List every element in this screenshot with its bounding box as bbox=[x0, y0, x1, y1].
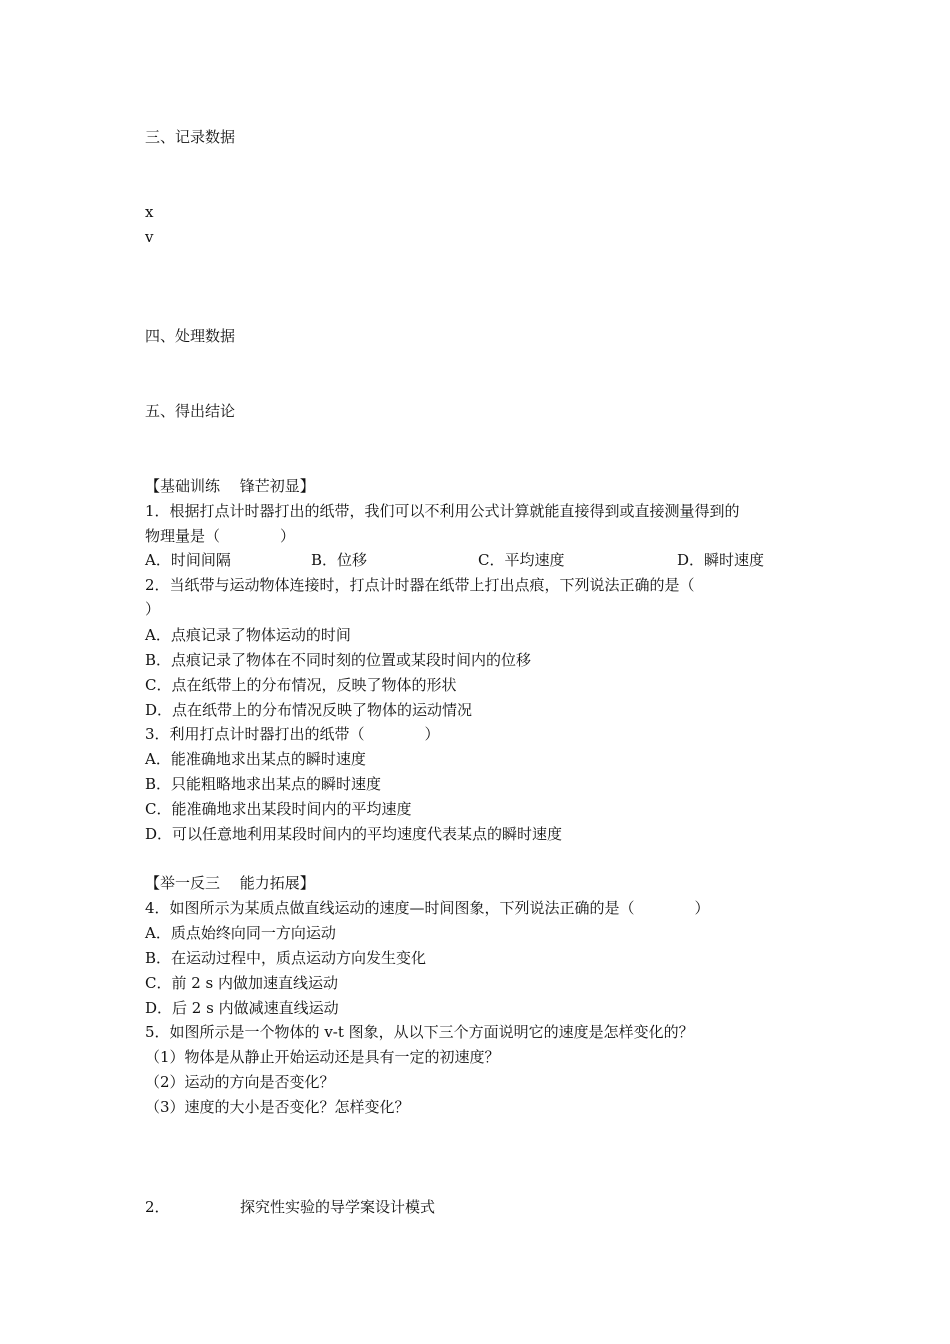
question-4-option-a: A．质点始终向同一方向运动 bbox=[145, 924, 336, 942]
question-3-line-1: 3．利用打点计时器打出的纸带（ ） bbox=[145, 725, 440, 743]
question-2-option-b: B．点痕记录了物体在不同时刻的位置或某段时间内的位移 bbox=[145, 651, 532, 669]
question-1-option-d: D．瞬时速度 bbox=[677, 551, 765, 569]
question-5-line-1: 5．如图所示是一个物体的 v-t 图象，从以下三个方面说明它的速度是怎样变化的？ bbox=[145, 1023, 694, 1041]
extension-heading: 【举一反三 能力拓展】 bbox=[145, 874, 315, 892]
footer-section-number: 2． bbox=[145, 1198, 170, 1216]
section-process-data: 四、处理数据 bbox=[145, 327, 236, 345]
question-5-part-1: （1）物体是从静止开始运动还是具有一定的初速度？ bbox=[145, 1048, 500, 1066]
question-4-option-b: B．在运动过程中，质点运动方向发生变化 bbox=[145, 949, 427, 967]
section-conclusion: 五、得出结论 bbox=[145, 402, 236, 420]
variable-v-label: v bbox=[145, 228, 154, 246]
question-4-line-1: 4．如图所示为某质点做直线运动的速度—时间图象，下列说法正确的是（ ） bbox=[145, 899, 710, 917]
question-1-line-1: 1．根据打点计时器打出的纸带，我们可以不利用公式计算就能直接得到或直接测量得到的 bbox=[145, 502, 740, 520]
variable-x-label: x bbox=[145, 203, 154, 221]
question-4-option-d: D．后 2 s 内做减速直线运动 bbox=[145, 999, 339, 1017]
question-3-option-c: C．能准确地求出某段时间内的平均速度 bbox=[145, 800, 412, 818]
question-2-line-1: 2．当纸带与运动物体连接时，打点计时器在纸带上打出点痕，下列说法正确的是（ bbox=[145, 576, 695, 594]
question-3-option-d: D．可以任意地利用某段时间内的平均速度代表某点的瞬时速度 bbox=[145, 825, 563, 843]
question-4-option-c: C．前 2 s 内做加速直线运动 bbox=[145, 974, 339, 992]
section-record-data: 三、记录数据 bbox=[145, 128, 236, 146]
basic-training-heading: 【基础训练 锋芒初显】 bbox=[145, 477, 315, 495]
question-2-option-c: C．点在纸带上的分布情况，反映了物体的形状 bbox=[145, 676, 457, 694]
question-2-option-a: A．点痕记录了物体运动的时间 bbox=[145, 626, 351, 644]
question-3-option-a: A．能准确地求出某点的瞬时速度 bbox=[145, 750, 366, 768]
question-1-option-c: C．平均速度 bbox=[478, 551, 565, 569]
question-1-option-a: A．时间间隔 bbox=[145, 551, 231, 569]
question-3-option-b: B．只能粗略地求出某点的瞬时速度 bbox=[145, 775, 382, 793]
question-5-part-3: （3）速度的大小是否变化？怎样变化？ bbox=[145, 1098, 410, 1116]
question-2-option-d: D．点在纸带上的分布情况反映了物体的运动情况 bbox=[145, 701, 473, 719]
question-1-option-b: B．位移 bbox=[311, 551, 368, 569]
question-1-line-2: 物理量是（ ） bbox=[145, 527, 296, 545]
footer-section-title: 探究性实验的导学案设计模式 bbox=[240, 1198, 436, 1216]
question-5-part-2: （2）运动的方向是否变化？ bbox=[145, 1073, 335, 1091]
question-2-line-2: ） bbox=[145, 600, 161, 618]
